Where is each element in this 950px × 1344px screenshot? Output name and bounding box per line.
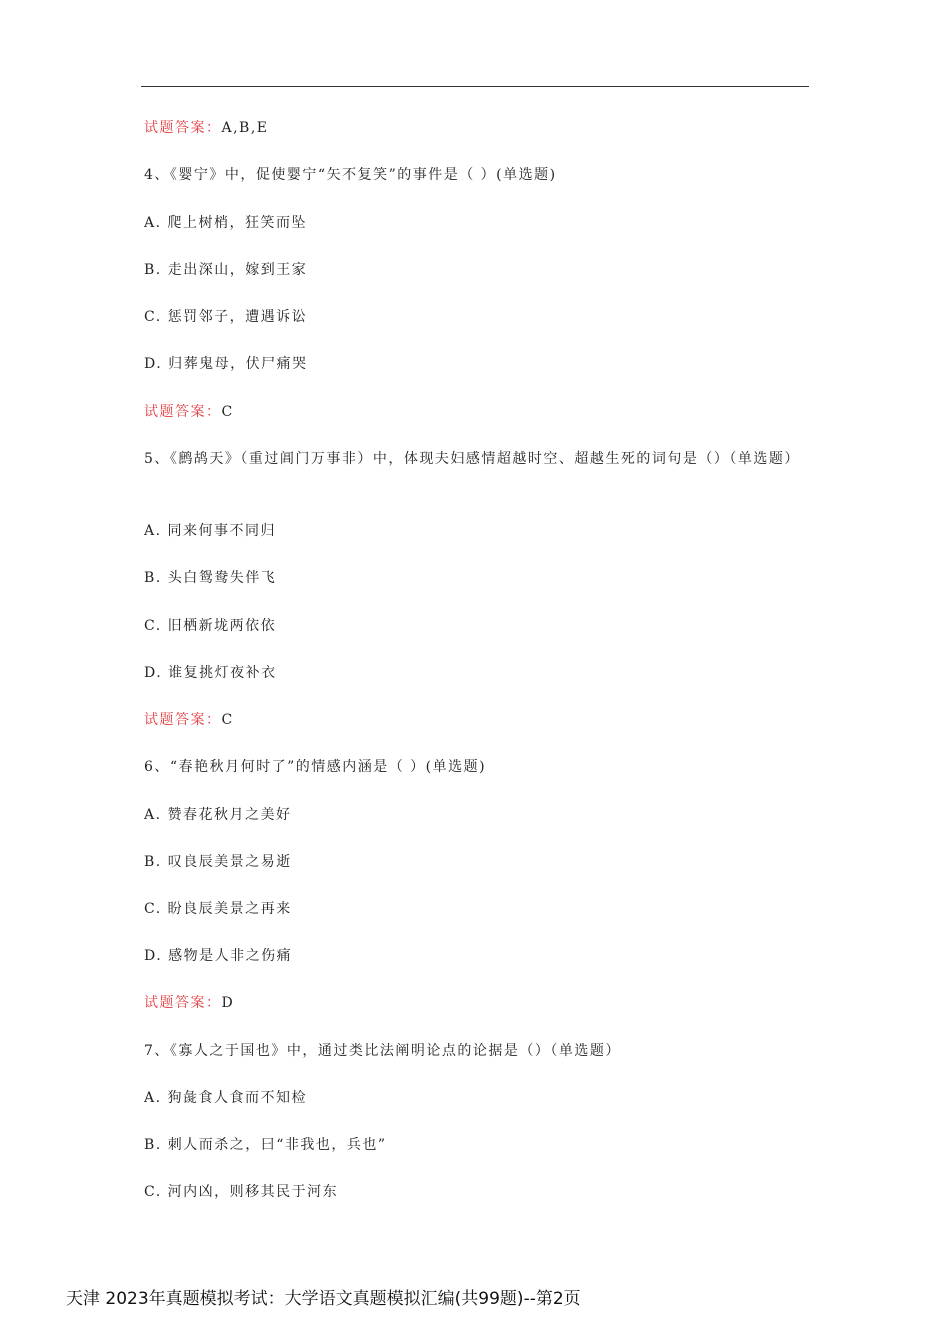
option-a: A. 赞春花秋月之美好: [144, 807, 292, 823]
answer-label: 试题答案：: [144, 404, 222, 420]
answer-line: [144, 400, 809, 424]
option-b: B. 叹良辰美景之易逝: [144, 854, 292, 870]
answer-label: 试题答案：: [144, 712, 222, 728]
answer-line: [144, 116, 809, 140]
page-footer: 天津 2023年真题模拟考试：大学语文真题模拟汇编(共99题)--第2页: [66, 1289, 581, 1309]
option-a: A. 同来何事不同归: [144, 523, 277, 539]
question-text: 5、《鹧鸪天》（重过阊门万事非）中，体现夫妇感情超越时空、超越生死的词句是（）（单选题）: [144, 451, 800, 467]
answer-value: D: [221, 995, 235, 1011]
option-a: A. 狗彘食人食而不知检: [144, 1090, 308, 1106]
option-c: C. 河内凶，则移其民于河东: [144, 1184, 339, 1200]
header-rule: [141, 86, 809, 87]
answer-value: C: [221, 712, 234, 728]
option-c: C. 惩罚邻子，遭遇诉讼: [144, 309, 308, 325]
option-d: D. 归葬鬼母，伏尸痛哭: [144, 356, 308, 372]
option-d: D. 谁复挑灯夜补衣: [144, 665, 277, 681]
question-text: 4、《婴宁》中，促使婴宁“矢不复笑”的事件是（ ）(单选题): [144, 167, 557, 183]
option-c: C. 盼良辰美景之再来: [144, 901, 292, 917]
answer-line: [144, 708, 809, 732]
option-c: C. 旧栖新垅两依依: [144, 618, 277, 634]
option-b: B. 走出深山，嫁到王家: [144, 262, 308, 278]
answer-label: 试题答案：: [144, 120, 222, 136]
question-text: 6、“春艳秋月何时了”的情感内涵是（ ）(单选题): [144, 759, 487, 775]
answer-line: [144, 991, 809, 1015]
answer-value: A,B,E: [221, 120, 269, 136]
question-text: 7、《寡人之于国也》中，通过类比法阐明论点的论据是（）（单选题）: [144, 1043, 621, 1059]
answer-label: 试题答案：: [144, 995, 222, 1011]
option-b: B. 刺人而杀之，曰“非我也，兵也”: [144, 1137, 387, 1153]
option-b: B. 头白鸳鸯失伴飞: [144, 570, 277, 586]
answer-value: C: [221, 404, 234, 420]
option-a: A. 爬上树梢，狂笑而坠: [144, 215, 308, 231]
option-d: D. 感物是人非之伤痛: [144, 948, 293, 964]
